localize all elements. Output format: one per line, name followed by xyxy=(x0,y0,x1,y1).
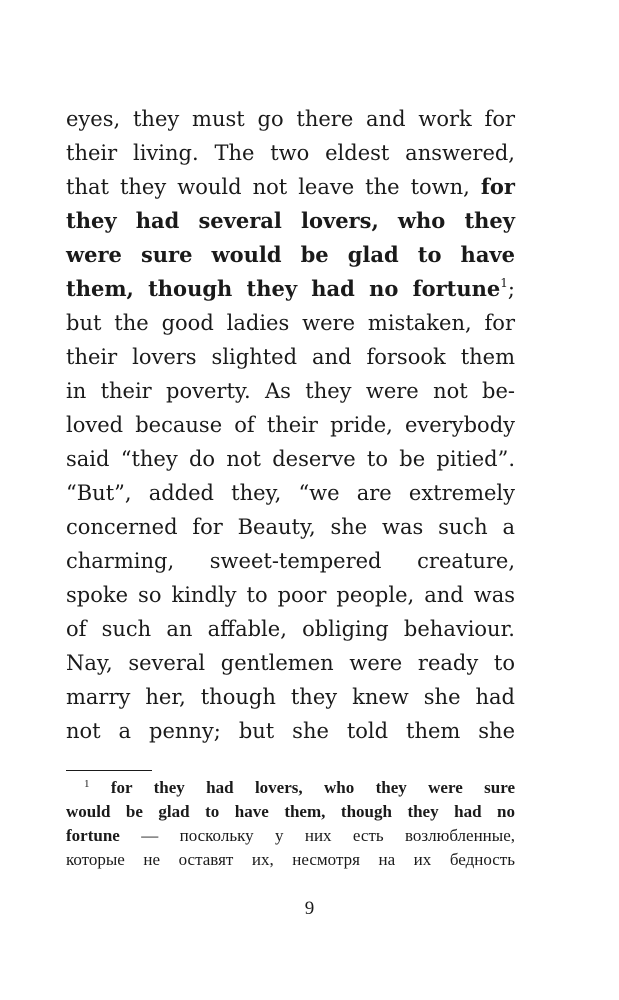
text-line xyxy=(66,408,515,442)
footnote-line xyxy=(66,800,515,824)
text-segment: that they would not leave the town, xyxy=(66,175,481,199)
text-segment: loved because of their pride, everybody xyxy=(66,413,515,437)
bold-text-segment: them, though they had no fortune xyxy=(66,276,501,301)
text-line xyxy=(66,714,515,748)
text-line xyxy=(66,272,515,306)
text-line xyxy=(66,204,515,238)
main-text-block xyxy=(66,102,515,748)
text-segment: Nay, several gentlemen were ready to xyxy=(66,651,515,675)
bold-text-segment: for xyxy=(480,174,515,199)
bold-text-segment: were sure would be glad to have xyxy=(66,242,515,267)
page-number: 9 xyxy=(304,898,315,919)
text-line xyxy=(66,136,515,170)
text-line xyxy=(66,510,515,544)
text-segment: charming, sweet-tempered creature, xyxy=(66,549,515,573)
bold-text-segment: fortune xyxy=(66,826,120,845)
text-line xyxy=(66,306,515,340)
text-segment: concerned for Beauty, she was such a xyxy=(66,515,515,539)
text-line xyxy=(66,340,515,374)
text-line xyxy=(66,374,515,408)
text-segment: которые не оставят их, несмотря на их бедность xyxy=(66,850,515,869)
text-segment: — поскольку у них есть возлюбленные, xyxy=(119,826,515,845)
text-segment: their living. The two eldest answered, xyxy=(66,141,515,165)
text-line xyxy=(66,170,515,204)
text-segment: “But”, added they, “we are extremely xyxy=(66,481,515,505)
text-segment: not a penny; but she told them she xyxy=(66,719,515,743)
footnote-block xyxy=(66,776,515,872)
text-line xyxy=(66,680,515,714)
text-line xyxy=(66,102,515,136)
text-segment: marry her, though they knew she had xyxy=(66,685,515,709)
text-line xyxy=(66,646,515,680)
bold-text-segment: for they had lovers, who they were sure xyxy=(89,778,515,797)
footnote-marker: 1 xyxy=(84,778,90,790)
text-segment: said “they do not deserve to be pitied”. xyxy=(66,447,515,471)
text-line xyxy=(66,476,515,510)
text-segment: eyes, they must go there and work for xyxy=(66,107,515,131)
text-segment: ; xyxy=(507,277,515,301)
text-line xyxy=(66,612,515,646)
footnote-marker: 1 xyxy=(500,276,508,290)
footnote-line xyxy=(66,776,515,800)
footnote-line xyxy=(66,848,515,872)
text-segment: but the good ladies were mistaken, for xyxy=(66,311,515,335)
text-line xyxy=(66,238,515,272)
footnote-separator xyxy=(66,770,152,771)
text-segment: in their poverty. As they were not be- xyxy=(66,379,515,403)
text-segment: their lovers slighted and forsook them xyxy=(66,345,515,369)
text-line xyxy=(66,578,515,612)
bold-text-segment: would be glad to have them, though they had no xyxy=(66,802,515,821)
bold-text-segment: they had several lovers, who they xyxy=(66,208,515,233)
footnote-line xyxy=(66,824,515,848)
text-segment: of such an affable, obliging behaviour. xyxy=(66,617,515,641)
text-segment: spoke so kindly to poor people, and was xyxy=(66,583,515,607)
text-line xyxy=(66,544,515,578)
text-line xyxy=(66,442,515,476)
